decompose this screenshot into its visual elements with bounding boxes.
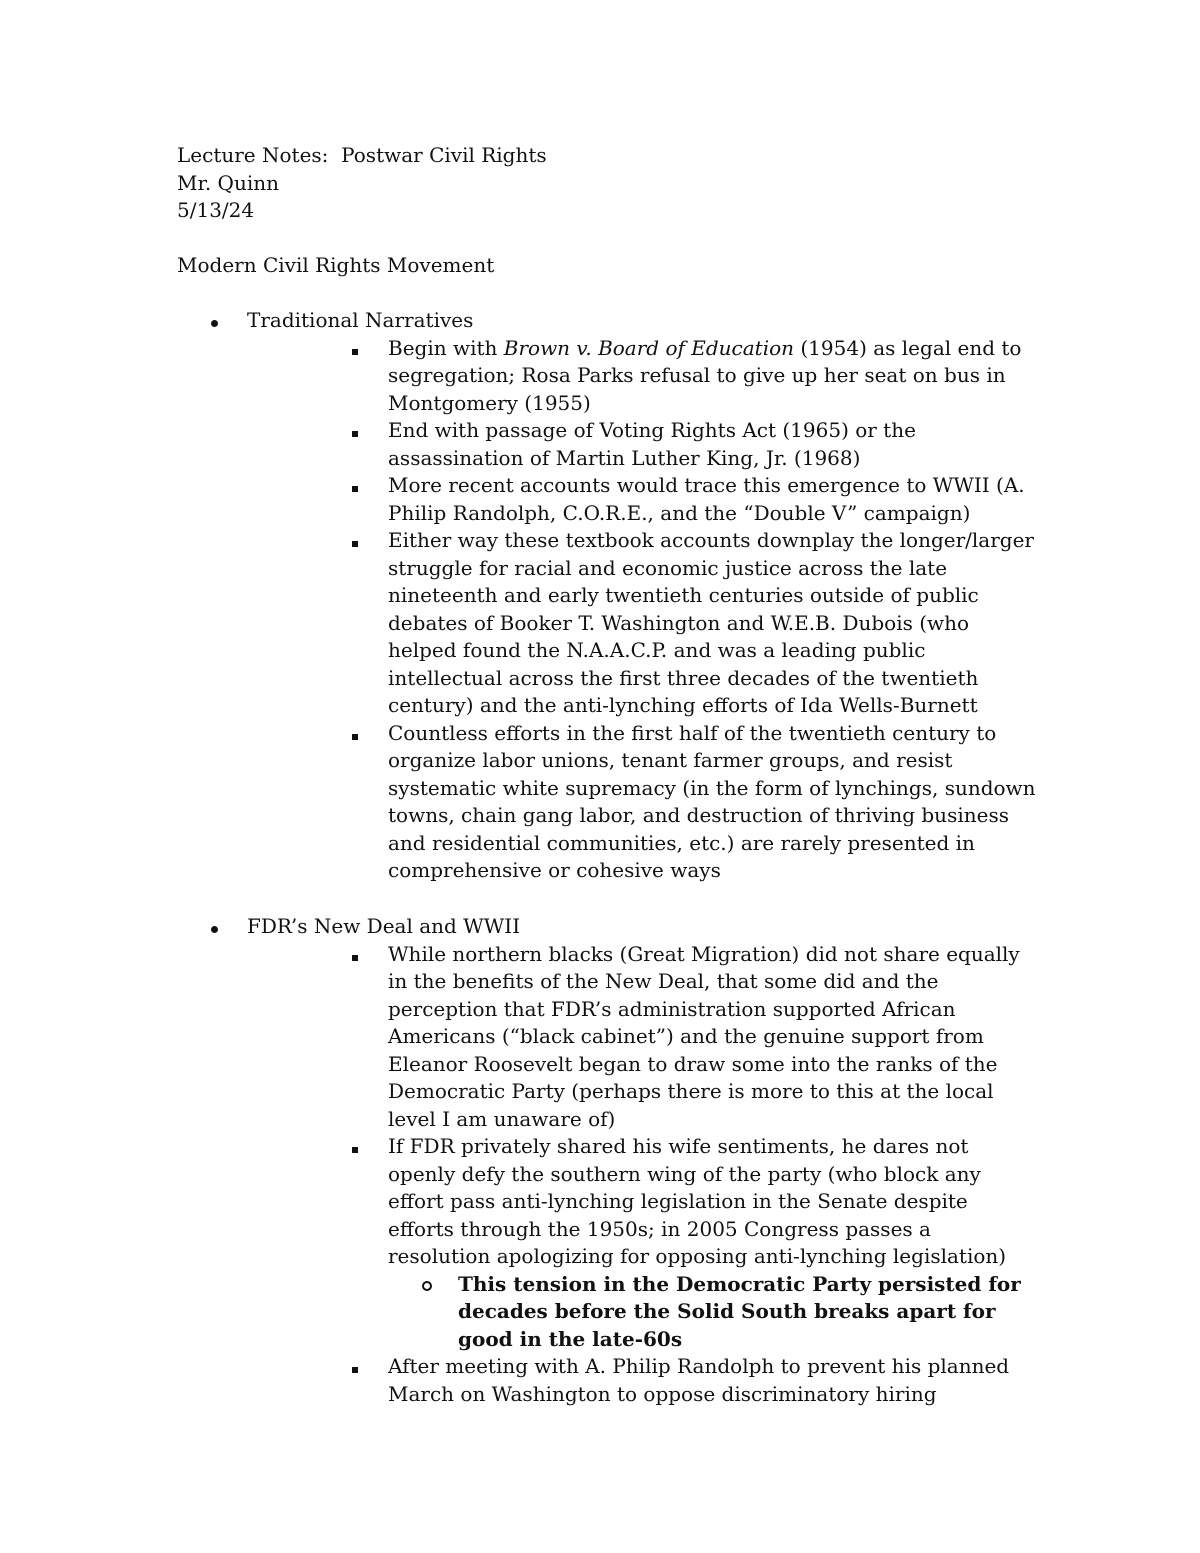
author-name: Mr. Quinn bbox=[177, 170, 279, 195]
list-item bbox=[177, 335, 1037, 418]
bullet-dot-icon bbox=[211, 913, 218, 941]
bullet-square-icon bbox=[352, 472, 358, 500]
bullet-square-icon bbox=[352, 941, 358, 969]
outline-section bbox=[177, 913, 1037, 1408]
bullet-square-icon bbox=[352, 1353, 358, 1381]
list-item-text: While northern blacks (Great Migration) did not share equally in the benefits of the New Deal, that some did and the perception that FDR’s administration supported African Americans (“black cabinet”) and the genuine support from Eleanor Roosevelt began to draw some into the ranks of the Democratic Party (perhaps there is more to this at the local level I am unaware of) bbox=[388, 941, 1020, 1131]
document-title: Lecture Notes: Postwar Civil Rights bbox=[177, 143, 547, 167]
bullet-square-icon bbox=[352, 417, 358, 445]
list-item bbox=[177, 1133, 1037, 1271]
text-run: Begin with bbox=[388, 335, 504, 360]
topic-label: FDR’s New Deal and WWII bbox=[247, 914, 521, 938]
section-heading: Modern Civil Rights Movement bbox=[177, 253, 495, 277]
list-item-text: More recent accounts would trace this emergence to WWII (A. Philip Randolph, C.O.R.E., and the “Double V” campaign) bbox=[388, 473, 1025, 525]
list-item bbox=[177, 1271, 1037, 1354]
list-item bbox=[177, 527, 1037, 720]
outline-section bbox=[177, 307, 1037, 885]
list-item-text: End with passage of Voting Rights Act (1965) or the assassination of Martin Luther King, Jr. (1968) bbox=[388, 418, 916, 470]
bullet-square-icon bbox=[352, 1133, 358, 1161]
case-title: Brown v. Board of Education bbox=[503, 335, 795, 360]
list-item bbox=[177, 417, 1037, 472]
list-item bbox=[177, 941, 1037, 1134]
list-item bbox=[177, 472, 1037, 527]
list-item-text: After meeting with A. Philip Randolph to prevent his planned March on Washington to oppose discriminatory hiring bbox=[388, 1354, 1010, 1406]
list-item-text: Countless efforts in the first half of the twentieth century to organize labor unions, tenant farmer groups, and resist systematic white supremacy (in the form of lynchings, sundown towns, chain gang labor, and destruction of thriving business and residential communities, etc.) are rarely presented in comprehensive or cohesive ways bbox=[388, 720, 1036, 882]
text-run: (1954) as legal end to segregation; Rosa Parks refusal to give up her seat on bus in Montgomery (1955) bbox=[388, 335, 1022, 415]
list-item-text bbox=[388, 335, 1037, 418]
bullet-square-icon bbox=[352, 335, 358, 363]
document-header bbox=[177, 142, 1037, 280]
bullet-square-icon bbox=[352, 720, 358, 748]
list-item bbox=[177, 307, 1037, 335]
list-item bbox=[177, 720, 1037, 885]
list-item-text: Either way these textbook accounts downplay the longer/larger struggle for racial and economic justice across the late nineteenth and early twentieth centuries outside of public debates of Booker T. Washington and W.E.B. Dubois (who helped found the N.A.A.C.P. and was a leading public intellectual across the first three decades of the twentieth century) and the anti-lynching efforts of Ida Wells-Burnett bbox=[388, 528, 1034, 717]
document-date: 5/13/24 bbox=[177, 198, 255, 222]
list-item-text-bold: This tension in the Democratic Party persisted for decades before the Solid South breaks apart for good in the late-60s bbox=[458, 1271, 1021, 1351]
bullet-dot-icon bbox=[211, 307, 218, 335]
bullet-circle-icon bbox=[422, 1271, 432, 1299]
bullet-square-icon bbox=[352, 527, 358, 555]
topic-label: Traditional Narratives bbox=[247, 308, 474, 332]
list-item-text: If FDR privately shared his wife sentiments, he dares not openly defy the southern wing of the party (who block any effort pass anti-lynching legislation in the Senate despite efforts through the 1950s; in 2005 Congress passes a resolution apologizing for opposing anti-lynching legislation) bbox=[388, 1134, 1007, 1268]
list-item bbox=[177, 913, 1037, 941]
list-item bbox=[177, 1353, 1037, 1408]
